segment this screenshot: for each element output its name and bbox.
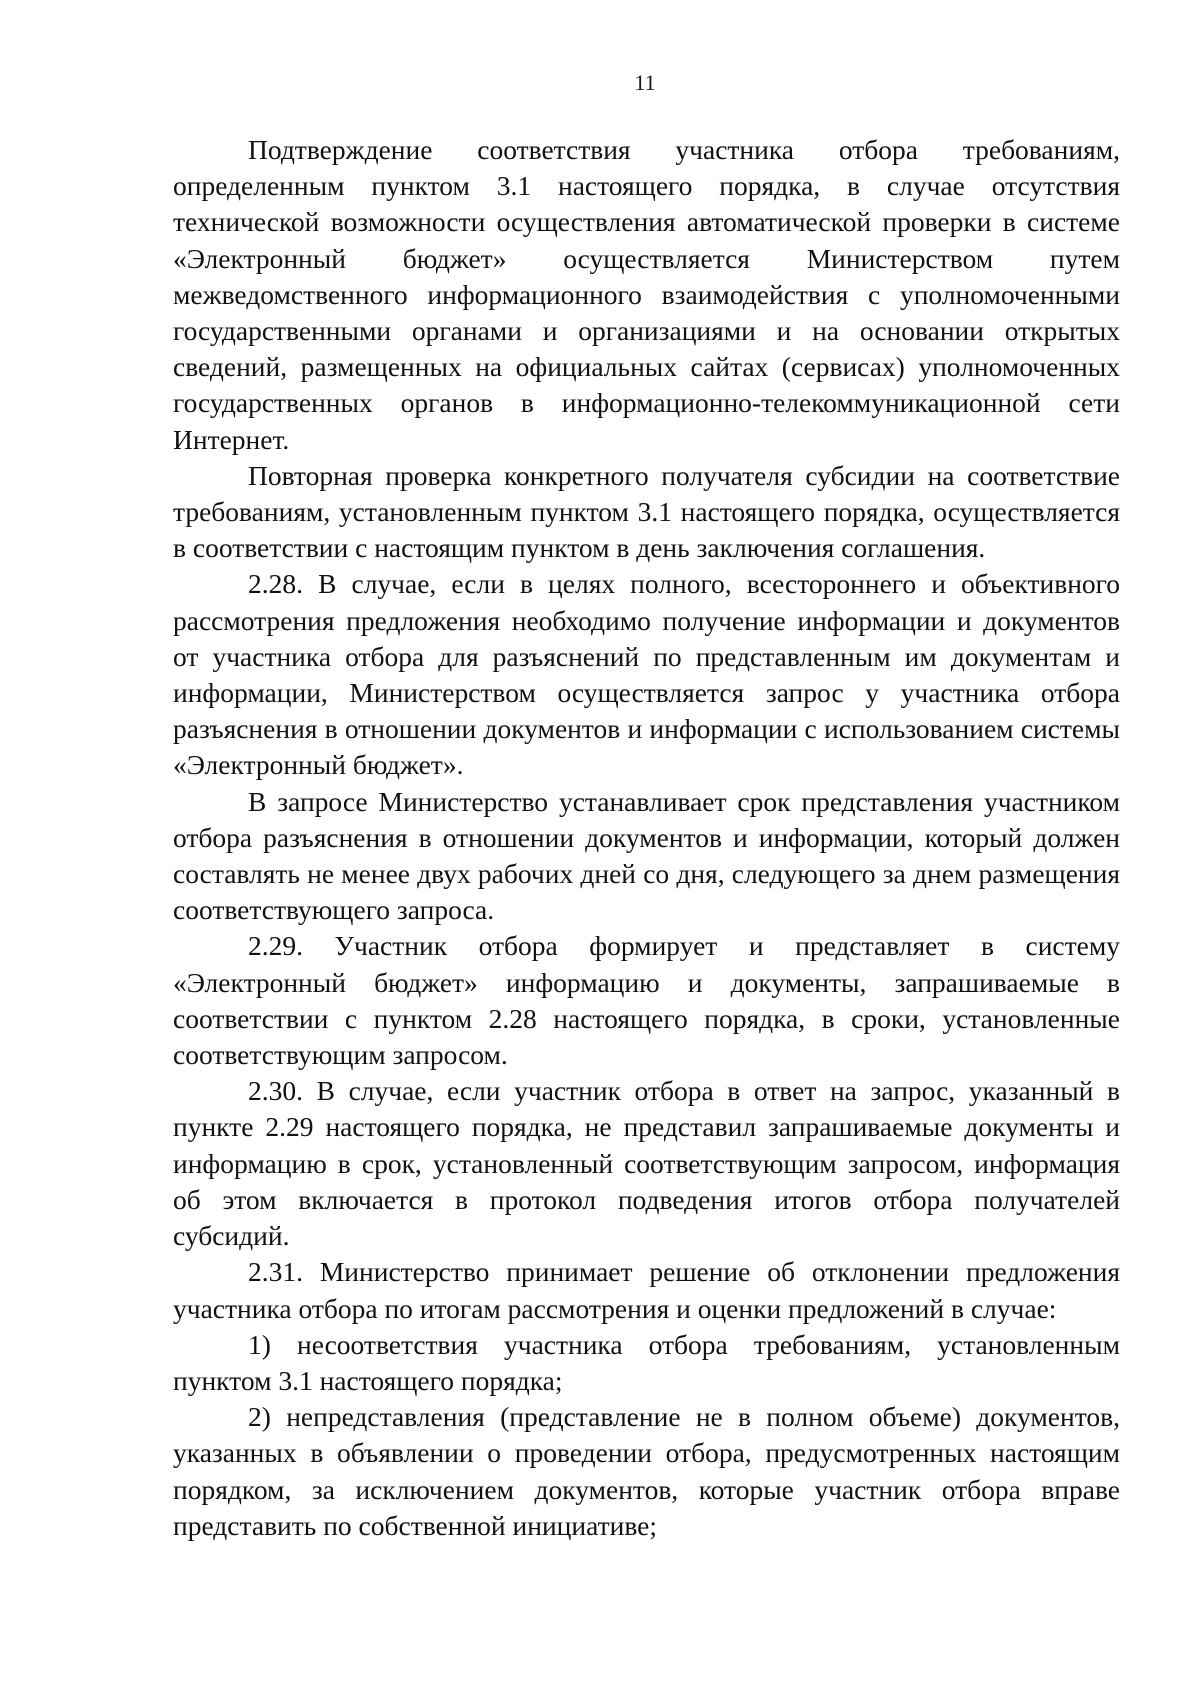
paragraph-clause-2-30: 2.30. В случае, если участник отбора в ответ на запрос, указанный в пункте 2.29 настоящего порядка, не представил запрашиваемые документы и информацию в срок, установленный соответствующим запросом, информация об этом включается в протокол подведения итогов отбора получателей субсидий. bbox=[173, 1075, 1120, 1252]
document-body bbox=[173, 132, 1120, 1544]
paragraph-clause-2-28: 2.28. В случае, если в целях полного, всестороннего и объективного рассмотрения предложения необходимо получение информации и документов от участника отбора для разъяснений по представленным им документам и информации, Министерством осуществляется запрос у участника отбора разъяснения в отношении документов и информации с использованием системы «Электронный бюджет». bbox=[173, 568, 1120, 781]
paragraph-item-1: 1) несоответствия участника отбора требованиям, установленным пунктом 3.1 настоящего порядка; bbox=[173, 1328, 1120, 1396]
paragraph-repeat-check: Повторная проверка конкретного получателя субсидии на соответствие требованиям, установленным пунктом 3.1 настоящего порядка, осуществляется в соответствии с настоящим пунктом в день заключения соглашения. bbox=[173, 459, 1120, 564]
paragraph-confirmation-compliance: Подтверждение соответствия участника отбора требованиям, определенным пунктом 3.1 настоящего порядка, в случае отсутствия технической возможности осуществления автоматической проверки в системе «Электронный бюджет» осуществляется Министерством путем межведомственного информационного взаимодействия с уполномоченными государственными органами и организациями и на основании открытых сведений, размещенных на официальных сайтах (сервисах) уполномоченных государственных органов в информационно-телекоммуникационной сети Интернет. bbox=[173, 134, 1120, 455]
paragraph-clause-2-29: 2.29. Участник отбора формирует и представляет в систему «Электронный бюджет» информацию и документы, запрашиваемые в соответствии с пунктом 2.28 настоящего порядка, в сроки, установленные соответствующим запросом. bbox=[173, 930, 1120, 1071]
paragraph-item-2: 2) непредставления (представление не в полном объеме) документов, указанных в объявлении о проведении отбора, предусмотренных настоящим порядком, за исключением документов, которые участник отбора вправе представить по собственной инициативе; bbox=[173, 1401, 1120, 1541]
page-number: 11 bbox=[634, 70, 656, 95]
paragraph-clause-2-31: 2.31. Министерство принимает решение об отклонении предложения участника отбора по итогам рассмотрения и оценки предложений в случае: bbox=[173, 1256, 1120, 1324]
paragraph-request-deadline: В запросе Министерство устанавливает срок представления участником отбора разъяснения в отношении документов и информации, который должен составлять не менее двух рабочих дней со дня, следующего за днем размещения соответствующего запроса. bbox=[173, 785, 1120, 926]
